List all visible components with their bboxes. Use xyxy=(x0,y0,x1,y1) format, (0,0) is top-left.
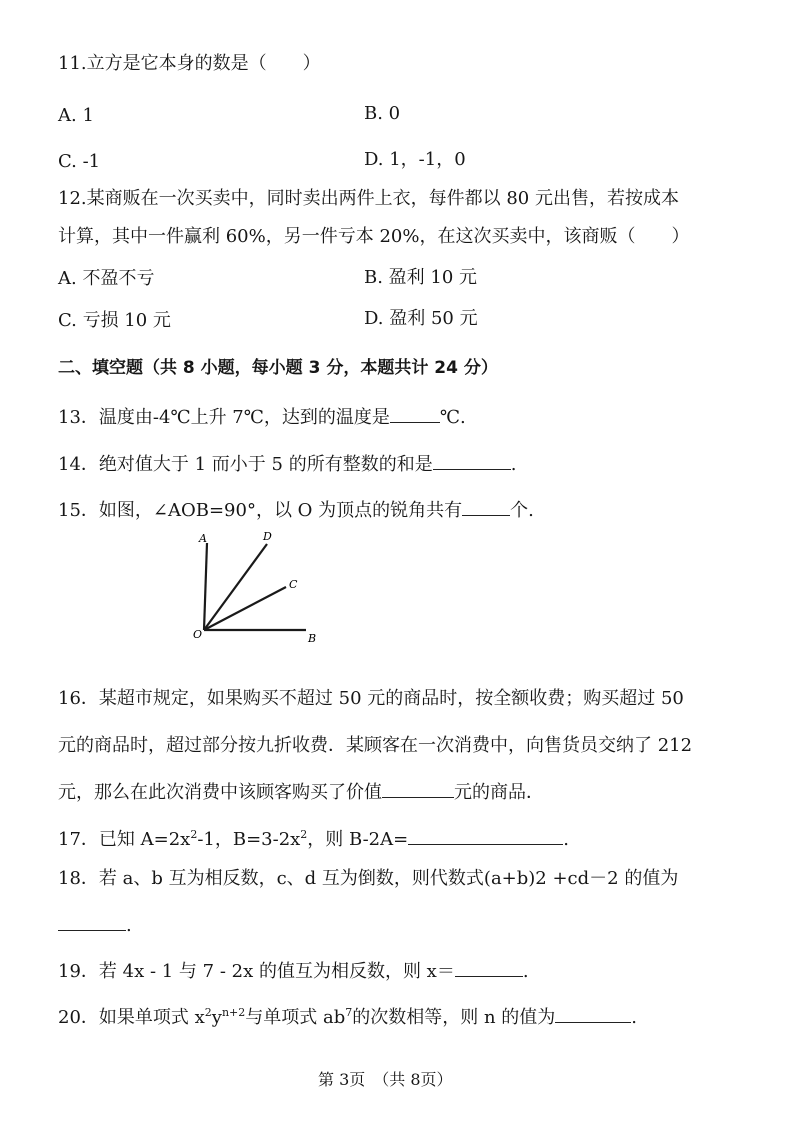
q15-text: 15．如图，∠AOB=90°，以 O 为顶点的锐角共有 xyxy=(58,500,463,521)
label-b: B xyxy=(308,632,317,645)
q18-line2 xyxy=(58,912,132,938)
q20-part1: 20．如果单项式 x xyxy=(58,1007,205,1028)
q15 xyxy=(58,497,534,523)
q16-line3 xyxy=(58,779,544,805)
q11-option-c: C. -1 xyxy=(58,151,101,172)
q20-end: . xyxy=(631,1007,638,1028)
q14-answer-blank xyxy=(433,451,511,470)
section-heading: 二、填空题（共 8 小题，每小题 3 分，本题共计 24 分） xyxy=(58,358,498,378)
q16-answer-blank xyxy=(382,779,454,798)
q18-end: . xyxy=(126,915,132,936)
q16-line2: 元的商品时，超过部分按九折收费．某顾客在一次消费中，向售货员交纳了 212 xyxy=(58,735,693,756)
q17-part2: -1，B=3-2x xyxy=(197,829,301,850)
q19-text: 19．若 4x - 1 与 7 - 2x 的值互为相反数，则 x＝ xyxy=(58,961,455,982)
q12-option-d: D. 盈利 50 元 xyxy=(364,308,478,329)
q18-answer-blank xyxy=(58,912,126,931)
q12-option-a: A. 不盈不亏 xyxy=(58,268,155,289)
q14 xyxy=(58,451,516,477)
q14-text: 14．绝对值大于 1 而小于 5 的所有整数的和是 xyxy=(58,454,433,475)
q12-option-b: B. 盈利 10 元 xyxy=(364,267,478,288)
q20 xyxy=(58,1004,637,1030)
q16-line3-text: 元，那么在此次消费中该顾客购买了价值 xyxy=(58,782,382,803)
ray-oc xyxy=(204,587,286,630)
q11-stem: 11.立方是它本身的数是（ ） xyxy=(58,53,321,74)
q12-line2: 计算，其中一件赢利 60%，另一件亏本 20%，在这次买卖中，该商贩（ ） xyxy=(58,226,690,247)
q17-end: . xyxy=(563,829,569,850)
q20-exponent3: 7 xyxy=(345,1006,353,1019)
q19-end: . xyxy=(522,961,529,982)
q16-line3-end: 元的商品． xyxy=(454,782,544,803)
q17-part1: 17．已知 A=2x xyxy=(58,829,191,850)
q18-line1: 18．若 a、b 互为相反数，c、d 互为倒数，则代数式(a+b)2 +cd－2 的值为 xyxy=(58,868,679,889)
q11-option-b: B. 0 xyxy=(364,103,401,124)
q20-exponent2: n+2 xyxy=(221,1006,246,1019)
q12-line1: 12.某商贩在一次买卖中，同时卖出两件上衣，每件都以 80 元出售，若按成本 xyxy=(58,188,679,209)
q17-answer-blank xyxy=(408,826,563,845)
q20-part4: 的次数相等，则 n 的值为 xyxy=(352,1007,556,1028)
q15-end: 个. xyxy=(510,500,534,521)
q19 xyxy=(58,958,529,984)
page-number-footer: 第 3页 （共 8页） xyxy=(318,1070,453,1089)
q14-end: . xyxy=(510,454,517,475)
q20-answer-blank xyxy=(555,1004,631,1023)
q13 xyxy=(58,404,466,430)
label-o: O xyxy=(193,628,203,641)
q13-answer-blank xyxy=(390,404,440,423)
q13-unit: ℃. xyxy=(439,407,466,428)
ray-oa xyxy=(204,543,207,630)
q17-exponent1: 2 xyxy=(190,828,198,841)
q17-exponent2: 2 xyxy=(300,828,308,841)
q11-option-a: A. 1 xyxy=(58,105,94,126)
q17 xyxy=(58,826,569,852)
angle-figure xyxy=(190,530,330,655)
q13-text: 13．温度由-4℃上升 7℃，达到的温度是 xyxy=(58,407,390,428)
q16-line1: 16．某超市规定，如果购买不超过 50 元的商品时，按全额收费；购买超过 50 xyxy=(58,688,684,709)
q11-option-d: D. 1，-1，0 xyxy=(364,149,466,170)
label-a: A xyxy=(199,532,207,545)
label-c: C xyxy=(289,578,298,591)
q20-part2: y xyxy=(211,1007,222,1028)
q20-exponent1: 2 xyxy=(204,1006,212,1019)
q20-part3: 与单项式 ab xyxy=(245,1007,346,1028)
q17-part3: ，则 B-2A= xyxy=(307,829,409,850)
q12-option-c: C. 亏损 10 元 xyxy=(58,310,171,331)
q15-answer-blank xyxy=(462,497,510,516)
label-d: D xyxy=(263,530,272,543)
ray-od xyxy=(204,544,267,630)
q19-answer-blank xyxy=(455,958,523,977)
